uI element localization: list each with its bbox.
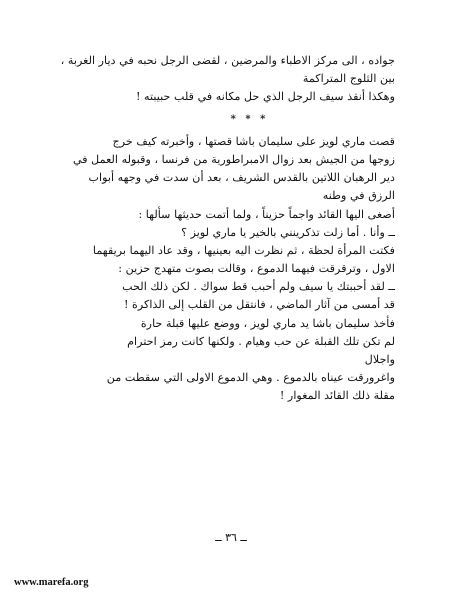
text-line: زوجها من الجيش بعد زوال الامبراطورية من فرنسا ، وقبوله العمل في xyxy=(72,152,395,166)
text-line: فكتت المرأة لحظة ، ثم نظرت اليه بعينيها ، وقد عاد اليهما بريقهما xyxy=(92,243,395,257)
text-line: وهكذا أنقذ سيف الرجل الذي حل مكانه في قلب حبيبته ! xyxy=(135,90,395,104)
text-line: ــ وأنا . أما زلت تذكرينني بالخير يا ماري لويز ؟ xyxy=(181,225,395,239)
text-line: أصغى اليها القائد واجماً حزيناً ، ولما أتمت حديثها سألها : xyxy=(138,207,395,221)
page-number: ــ ٣٦ ــ xyxy=(215,531,247,544)
text-line: قصت ماري لويز على سليمان باشا قصتها ، وأخبرته كيف خرج xyxy=(112,134,395,148)
page-text xyxy=(60,52,395,406)
text-line: ــ لقد أحببتك يا سيف ولم أحبب قط سواك . لكن ذلك الحب xyxy=(122,280,395,294)
text-line: قد أمسى من آثار الماضي ، فانتقل من القلب إلى الذاكرة ! xyxy=(123,298,395,312)
section-separator: * * * xyxy=(230,113,269,125)
text-line: دير الرهبان اللاتين بالقدس الشريف ، بعد أن سدت في وجهه أبواب xyxy=(88,171,395,185)
text-line: الرزق في وطنه xyxy=(322,189,395,203)
text-line: واغرورقت عيناه بالدموع . وهي الدموع الاولى التي سقطت من xyxy=(106,371,395,385)
text-line: بين الثلوج المتراكمة xyxy=(302,72,395,86)
watermark: www.marefa.org xyxy=(14,577,89,588)
text-line: واجلال xyxy=(364,353,395,366)
text-line: لم تكن تلك القبلة عن حب وهيام . ولكنها كانت رمز احترام xyxy=(127,334,395,348)
text-line: فأخذ سليمان باشا يد ماري لويز ، ووضع عليها قبلة حارة xyxy=(140,316,395,330)
text-line: الاول ، وترقرقت فيهما الدموع ، وقالت بصوت متهدج حزين : xyxy=(118,262,395,276)
text-line: مقلة ذلك القائد المغوار ! xyxy=(279,389,395,403)
text-line: جواده ، الى مركز الاطباء والمرضين ، لقضى الرجل نحبه في ديار الغربة ، xyxy=(60,54,395,67)
